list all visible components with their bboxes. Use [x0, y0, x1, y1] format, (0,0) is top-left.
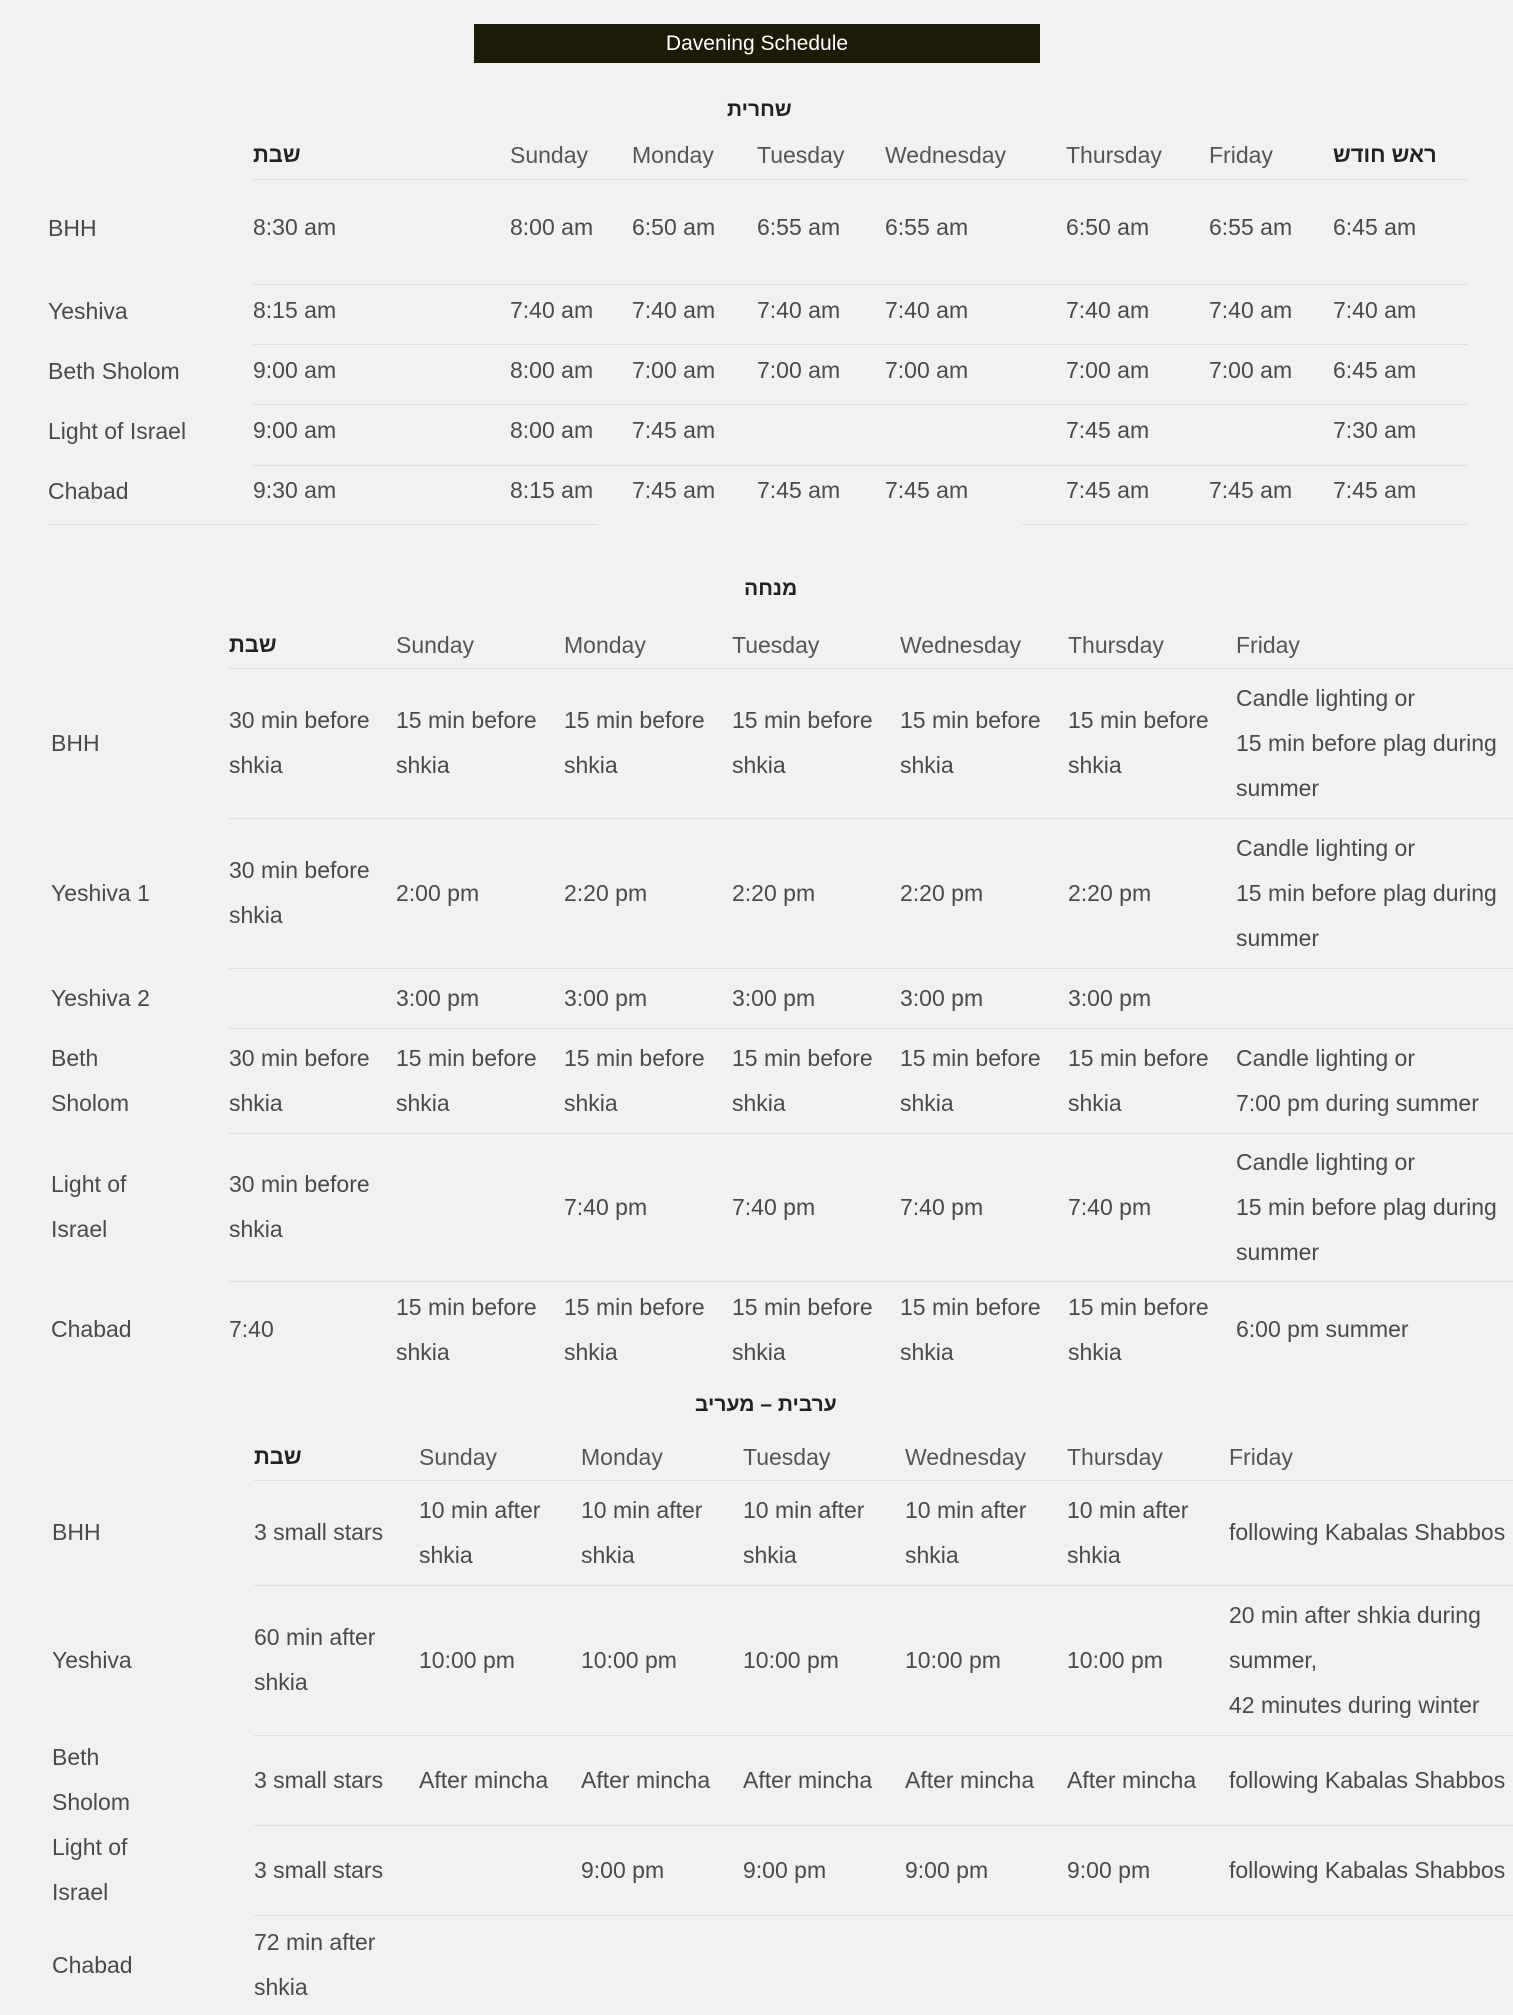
- shacharis-cell: 7:40 am: [510, 297, 594, 323]
- maariv-cell: After mincha: [581, 1766, 711, 1793]
- shacharis-cell: 7:00 am: [1066, 357, 1150, 383]
- mincha-cell: 7:00 pm during summer: [1236, 1089, 1479, 1116]
- maariv-cell: 10 min after: [1067, 1496, 1189, 1523]
- row-divider: [48, 524, 598, 525]
- row-divider: [229, 668, 1513, 669]
- mincha-cell: shkia: [229, 902, 283, 928]
- shacharis-cell: 7:45 am: [1066, 477, 1150, 503]
- maariv-cell: 9:00 pm: [743, 1856, 827, 1883]
- mincha-cell: 7:40: [229, 1316, 274, 1342]
- mincha-cell: 30 min before: [229, 1171, 370, 1197]
- mincha-cell: 2:00 pm: [396, 879, 480, 906]
- maariv-header-5: Thursday: [1067, 1444, 1163, 1470]
- shacharis-cell: 6:50 am: [632, 214, 716, 240]
- mincha-cell: shkia: [564, 752, 618, 778]
- shacharis-cell: 9:00 am: [253, 357, 337, 383]
- shacharis-cell: 6:45 am: [1333, 214, 1417, 240]
- mincha-row-label: Yeshiva 2: [51, 984, 150, 1011]
- mincha-row-label: BHH: [51, 729, 100, 756]
- shacharis-cell: 6:50 am: [1066, 214, 1150, 240]
- mincha-cell: 2:20 pm: [564, 879, 648, 906]
- mincha-cell: shkia: [396, 1338, 450, 1365]
- mincha-cell: 15 min before: [396, 1044, 537, 1071]
- shacharis-header-2: Monday: [632, 142, 714, 168]
- row-divider: [254, 1825, 1513, 1826]
- mincha-cell: shkia: [900, 1089, 954, 1116]
- shacharis-row-label: Chabad: [48, 478, 129, 504]
- mincha-header-5: Thursday: [1068, 632, 1164, 658]
- mincha-row-label: Sholom: [51, 1089, 129, 1116]
- mincha-cell: summer: [1236, 924, 1320, 951]
- maariv-cell: After mincha: [1067, 1766, 1197, 1793]
- maariv-header-0: שבת: [254, 1444, 302, 1469]
- row-divider: [254, 1735, 1513, 1736]
- row-divider: [254, 1585, 1513, 1586]
- maariv-header-4: Wednesday: [905, 1444, 1027, 1470]
- shacharis-cell: 7:45 am: [1066, 417, 1150, 443]
- maariv-header-3: Tuesday: [743, 1444, 831, 1470]
- mincha-cell: 2:20 pm: [732, 879, 816, 906]
- shacharis-cell: 6:45 am: [1333, 357, 1417, 383]
- maariv-row-label: Yeshiva: [52, 1646, 132, 1673]
- shacharis-cell: 8:30 am: [253, 214, 337, 240]
- mincha-cell: 7:40 pm: [732, 1193, 816, 1220]
- mincha-cell: 3:00 pm: [1068, 984, 1152, 1011]
- shacharis-cell: 6:55 am: [1209, 214, 1293, 240]
- mincha-title: מנחה: [744, 577, 798, 600]
- maariv-cell: shkia: [419, 1541, 473, 1568]
- maariv-row-label: BHH: [52, 1519, 101, 1545]
- maariv-row-label: Light of: [52, 1834, 128, 1860]
- mincha-cell: shkia: [396, 752, 450, 778]
- maariv-cell: 10 min after: [419, 1496, 541, 1523]
- row-divider: [229, 1281, 1513, 1282]
- shacharis-cell: 7:00 am: [885, 357, 969, 383]
- shacharis-header-0: שבת: [253, 142, 301, 167]
- mincha-cell: 7:40 pm: [1068, 1193, 1152, 1220]
- mincha-cell: 3:00 pm: [564, 984, 648, 1011]
- mincha-cell: 15 min before: [732, 707, 873, 733]
- mincha-cell: Candle lighting or: [1236, 834, 1416, 861]
- mincha-cell: 15 min before: [564, 1044, 705, 1071]
- shacharis-header-4: Wednesday: [885, 142, 1007, 168]
- shacharis-cell: 7:45 am: [885, 477, 969, 503]
- shacharis-row-label: Beth Sholom: [48, 358, 180, 384]
- maariv-row-label: Chabad: [52, 1951, 133, 1978]
- maariv-cell: 10:00 pm: [743, 1646, 839, 1673]
- maariv-cell: 9:00 pm: [581, 1856, 665, 1883]
- maariv-cell: 10 min after: [905, 1496, 1027, 1523]
- maariv-cell: After mincha: [419, 1766, 549, 1793]
- mincha-cell: 30 min before: [229, 707, 370, 733]
- maariv-cell: 10:00 pm: [581, 1646, 677, 1673]
- row-divider: [253, 465, 1468, 466]
- row-divider: [253, 284, 1468, 285]
- row-divider: [229, 968, 1513, 969]
- maariv-header-2: Monday: [581, 1444, 663, 1470]
- mincha-cell: 15 min before: [1068, 1044, 1209, 1071]
- maariv-cell: summer,: [1229, 1646, 1318, 1673]
- maariv-cell: 10 min after: [743, 1496, 865, 1523]
- maariv-row-label: Sholom: [52, 1789, 130, 1815]
- row-divider: [229, 1028, 1513, 1029]
- shacharis-header-6: Friday: [1209, 142, 1273, 168]
- mincha-header-2: Monday: [564, 632, 646, 658]
- mincha-cell: 6:00 pm summer: [1236, 1316, 1409, 1342]
- shacharis-cell: 7:00 am: [632, 357, 716, 383]
- mincha-cell: 15 min before plag during: [1236, 1193, 1497, 1220]
- mincha-cell: shkia: [1068, 1338, 1122, 1365]
- maariv-header-6: Friday: [1229, 1444, 1293, 1470]
- maariv-cell: 9:00 pm: [1067, 1856, 1151, 1883]
- mincha-cell: 15 min before: [564, 1293, 705, 1320]
- shacharis-title: שחרית: [727, 98, 792, 121]
- mincha-cell: summer: [1236, 1238, 1320, 1265]
- shacharis-row-label: Light of Israel: [48, 418, 187, 444]
- mincha-cell: 2:20 pm: [1068, 879, 1152, 906]
- maariv-cell: After mincha: [743, 1766, 873, 1793]
- mincha-cell: Candle lighting or: [1236, 1044, 1416, 1071]
- mincha-cell: shkia: [564, 1089, 618, 1116]
- mincha-cell: Candle lighting or: [1236, 1148, 1416, 1175]
- mincha-cell: 15 min before: [396, 1293, 537, 1320]
- row-divider: [254, 1915, 1513, 1916]
- mincha-cell: 7:40 pm: [900, 1193, 984, 1220]
- shacharis-cell: 8:15 am: [253, 297, 337, 323]
- mincha-row-label: Beth: [51, 1044, 99, 1071]
- row-divider: [253, 344, 1468, 345]
- schedule-banner: [474, 24, 1040, 63]
- shacharis-header-3: Tuesday: [757, 142, 845, 168]
- row-divider: [254, 1480, 1513, 1481]
- shacharis-cell: 7:45 am: [1333, 477, 1417, 503]
- shacharis-cell: 7:00 am: [757, 357, 841, 383]
- shacharis-cell: 8:00 am: [510, 357, 594, 383]
- mincha-cell: 3:00 pm: [396, 984, 480, 1011]
- maariv-cell: 72 min after: [254, 1929, 376, 1955]
- shacharis-cell: 7:45 am: [632, 477, 716, 503]
- row-divider: [1022, 524, 1468, 525]
- mincha-cell: 15 min before: [1068, 707, 1209, 733]
- mincha-cell: shkia: [229, 752, 283, 778]
- shacharis-cell: 6:55 am: [885, 214, 969, 240]
- mincha-cell: 15 min before: [396, 707, 537, 733]
- mincha-cell: Candle lighting or: [1236, 684, 1416, 711]
- mincha-cell: summer: [1236, 774, 1320, 801]
- mincha-cell: 15 min before plag during: [1236, 729, 1497, 756]
- row-divider: [253, 404, 1468, 405]
- shacharis-header-1: Sunday: [510, 142, 589, 168]
- mincha-cell: shkia: [1068, 752, 1122, 778]
- mincha-cell: 15 min before: [732, 1293, 873, 1320]
- maariv-cell: 3 small stars: [254, 1856, 384, 1883]
- maariv-cell: following Kabalas Shabbos: [1229, 1856, 1506, 1883]
- banner-title: Davening Schedule: [665, 31, 849, 55]
- shacharis-cell: 6:55 am: [757, 214, 841, 240]
- mincha-row-label: Light of: [51, 1171, 127, 1197]
- mincha-row-label: Yeshiva 1: [51, 879, 150, 906]
- shacharis-cell: 7:45 am: [757, 477, 841, 503]
- mincha-header-6: Friday: [1236, 632, 1300, 658]
- mincha-cell: 2:20 pm: [900, 879, 984, 906]
- maariv-cell: After mincha: [905, 1766, 1035, 1793]
- maariv-cell: shkia: [905, 1541, 959, 1568]
- mincha-cell: 3:00 pm: [900, 984, 984, 1011]
- mincha-cell: 15 min before: [900, 1293, 1041, 1320]
- mincha-cell: 3:00 pm: [732, 984, 816, 1011]
- shacharis-cell: 7:40 am: [885, 297, 969, 323]
- shacharis-cell: 7:40 am: [1209, 297, 1293, 323]
- row-divider: [253, 179, 1468, 180]
- mincha-header-4: Wednesday: [900, 632, 1022, 658]
- maariv-header-1: Sunday: [419, 1444, 498, 1470]
- shacharis-cell: 7:45 am: [632, 417, 716, 443]
- mincha-cell: 30 min before: [229, 857, 370, 883]
- maariv-cell: shkia: [254, 1669, 308, 1695]
- maariv-cell: shkia: [743, 1541, 797, 1568]
- mincha-header-3: Tuesday: [732, 632, 820, 658]
- mincha-header-0: שבת: [229, 632, 277, 657]
- maariv-title: ערבית – מעריב: [695, 1393, 837, 1416]
- mincha-cell: 15 min before: [564, 707, 705, 733]
- mincha-cell: shkia: [732, 1338, 786, 1365]
- maariv-cell: shkia: [254, 1974, 308, 2000]
- mincha-row-label: Chabad: [51, 1316, 132, 1342]
- shacharis-cell: 7:45 am: [1209, 477, 1293, 503]
- maariv-cell: shkia: [1067, 1541, 1121, 1568]
- maariv-cell: 10 min after: [581, 1496, 703, 1523]
- mincha-cell: shkia: [900, 752, 954, 778]
- mincha-cell: shkia: [229, 1216, 283, 1242]
- shacharis-cell: 8:00 am: [510, 214, 594, 240]
- maariv-cell: 10:00 pm: [905, 1646, 1001, 1673]
- shacharis-row-label: BHH: [48, 215, 97, 241]
- shacharis-cell: 7:40 am: [632, 297, 716, 323]
- mincha-cell: shkia: [900, 1338, 954, 1365]
- mincha-cell: shkia: [396, 1089, 450, 1116]
- shacharis-row-label: Yeshiva: [48, 298, 128, 324]
- maariv-cell: 10:00 pm: [419, 1646, 515, 1673]
- shacharis-cell: 7:40 am: [757, 297, 841, 323]
- mincha-row-label: Israel: [51, 1216, 108, 1242]
- mincha-cell: 30 min before: [229, 1044, 370, 1071]
- shacharis-cell: 9:30 am: [253, 477, 337, 503]
- row-divider: [229, 1133, 1513, 1134]
- mincha-cell: shkia: [564, 1338, 618, 1365]
- maariv-cell: following Kabalas Shabbos: [1229, 1519, 1506, 1545]
- mincha-cell: 15 min before: [900, 1044, 1041, 1071]
- shacharis-cell: 7:00 am: [1209, 357, 1293, 383]
- maariv-row-label: Beth: [52, 1744, 100, 1770]
- maariv-cell: 9:00 pm: [905, 1856, 989, 1883]
- shacharis-cell: 7:40 am: [1066, 297, 1150, 323]
- maariv-cell: shkia: [581, 1541, 635, 1568]
- mincha-cell: 15 min before plag during: [1236, 879, 1497, 906]
- maariv-cell: 20 min after shkia during: [1229, 1601, 1481, 1628]
- shacharis-cell: 7:40 am: [1333, 297, 1417, 323]
- shacharis-header-7: ראש חודש: [1333, 142, 1437, 167]
- maariv-cell: 60 min after: [254, 1624, 376, 1650]
- mincha-cell: 15 min before: [1068, 1293, 1209, 1320]
- maariv-cell: following Kabalas Shabbos: [1229, 1766, 1506, 1793]
- shacharis-cell: 8:00 am: [510, 417, 594, 443]
- shacharis-cell: 9:00 am: [253, 417, 337, 443]
- maariv-cell: 3 small stars: [254, 1766, 384, 1793]
- mincha-cell: shkia: [732, 752, 786, 778]
- mincha-cell: shkia: [732, 1089, 786, 1116]
- mincha-cell: 15 min before: [732, 1044, 873, 1071]
- maariv-cell: 3 small stars: [254, 1519, 384, 1545]
- mincha-header-1: Sunday: [396, 632, 475, 658]
- maariv-row-label: Israel: [52, 1879, 109, 1905]
- shacharis-cell: 7:30 am: [1333, 417, 1417, 443]
- mincha-cell: 7:40 pm: [564, 1193, 648, 1220]
- shacharis-cell: 8:15 am: [510, 477, 594, 503]
- shacharis-header-5: Thursday: [1066, 142, 1162, 168]
- mincha-cell: shkia: [1068, 1089, 1122, 1116]
- maariv-cell: 42 minutes during winter: [1229, 1691, 1480, 1718]
- mincha-cell: shkia: [229, 1089, 283, 1116]
- maariv-cell: 10:00 pm: [1067, 1646, 1163, 1673]
- mincha-cell: 15 min before: [900, 707, 1041, 733]
- row-divider: [229, 818, 1513, 819]
